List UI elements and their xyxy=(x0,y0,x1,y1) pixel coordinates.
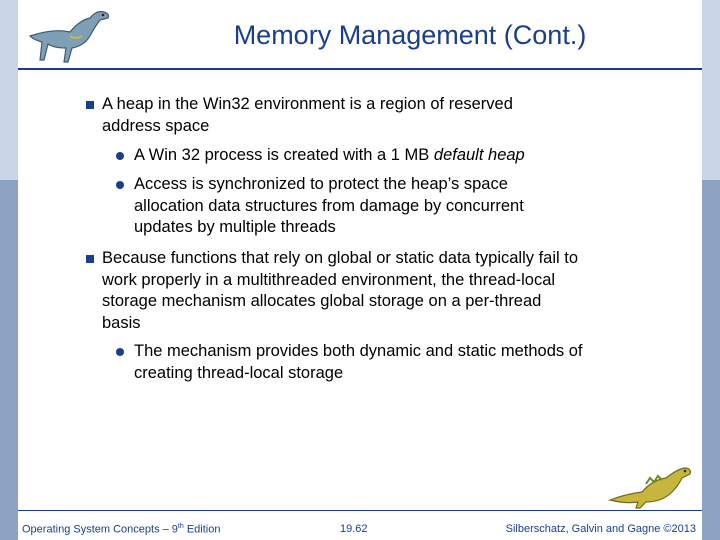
dinosaur-illustration-icon xyxy=(606,460,706,510)
footer-book-name: Operating System Concepts – 9 xyxy=(22,523,178,536)
page-title: Memory Management (Cont.) xyxy=(233,20,587,50)
left-band-top xyxy=(0,0,18,180)
sub-bullet-text-emphasis: default heap xyxy=(433,146,525,164)
sub-bullet-text: Access is synchronized to protect the heap’s space allocation data structures from damage by concurrent updates by multiple threads xyxy=(134,175,524,236)
sub-bullet-text: The mechanism provides both dynamic and static methods of creating thread-local storage xyxy=(134,342,583,382)
bullet-text: Because functions that rely on global or static data typically fail to work properly in a multithreaded environment, the thread-local storage mechanism allocates global storage on a per-thread basis xyxy=(102,249,579,332)
bullet-text: A heap in the Win32 environment is a region of reserved address space xyxy=(102,95,513,135)
round-bullet-icon xyxy=(116,152,124,160)
dinosaur-logo-icon xyxy=(24,6,134,68)
sub-bullet-text xyxy=(134,145,604,167)
footer-book-title xyxy=(22,523,220,536)
footer-book-edition: Edition xyxy=(183,523,221,536)
title-divider xyxy=(18,68,702,70)
footer-divider xyxy=(18,510,702,511)
square-bullet-icon xyxy=(86,255,94,263)
right-band-top xyxy=(702,0,720,180)
page-number: 19.62 xyxy=(340,523,368,535)
round-bullet-icon xyxy=(116,181,124,189)
square-bullet-icon xyxy=(86,101,94,109)
footer xyxy=(18,510,702,540)
footer-copyright: Silberschatz, Galvin and Gagne ©2013 xyxy=(505,523,696,535)
left-band-bottom xyxy=(0,180,18,540)
sub-bullet-text-plain: A Win 32 process is created with a 1 MB xyxy=(134,146,434,164)
round-bullet-icon xyxy=(116,348,124,356)
footer-book-sup: th xyxy=(177,523,184,530)
